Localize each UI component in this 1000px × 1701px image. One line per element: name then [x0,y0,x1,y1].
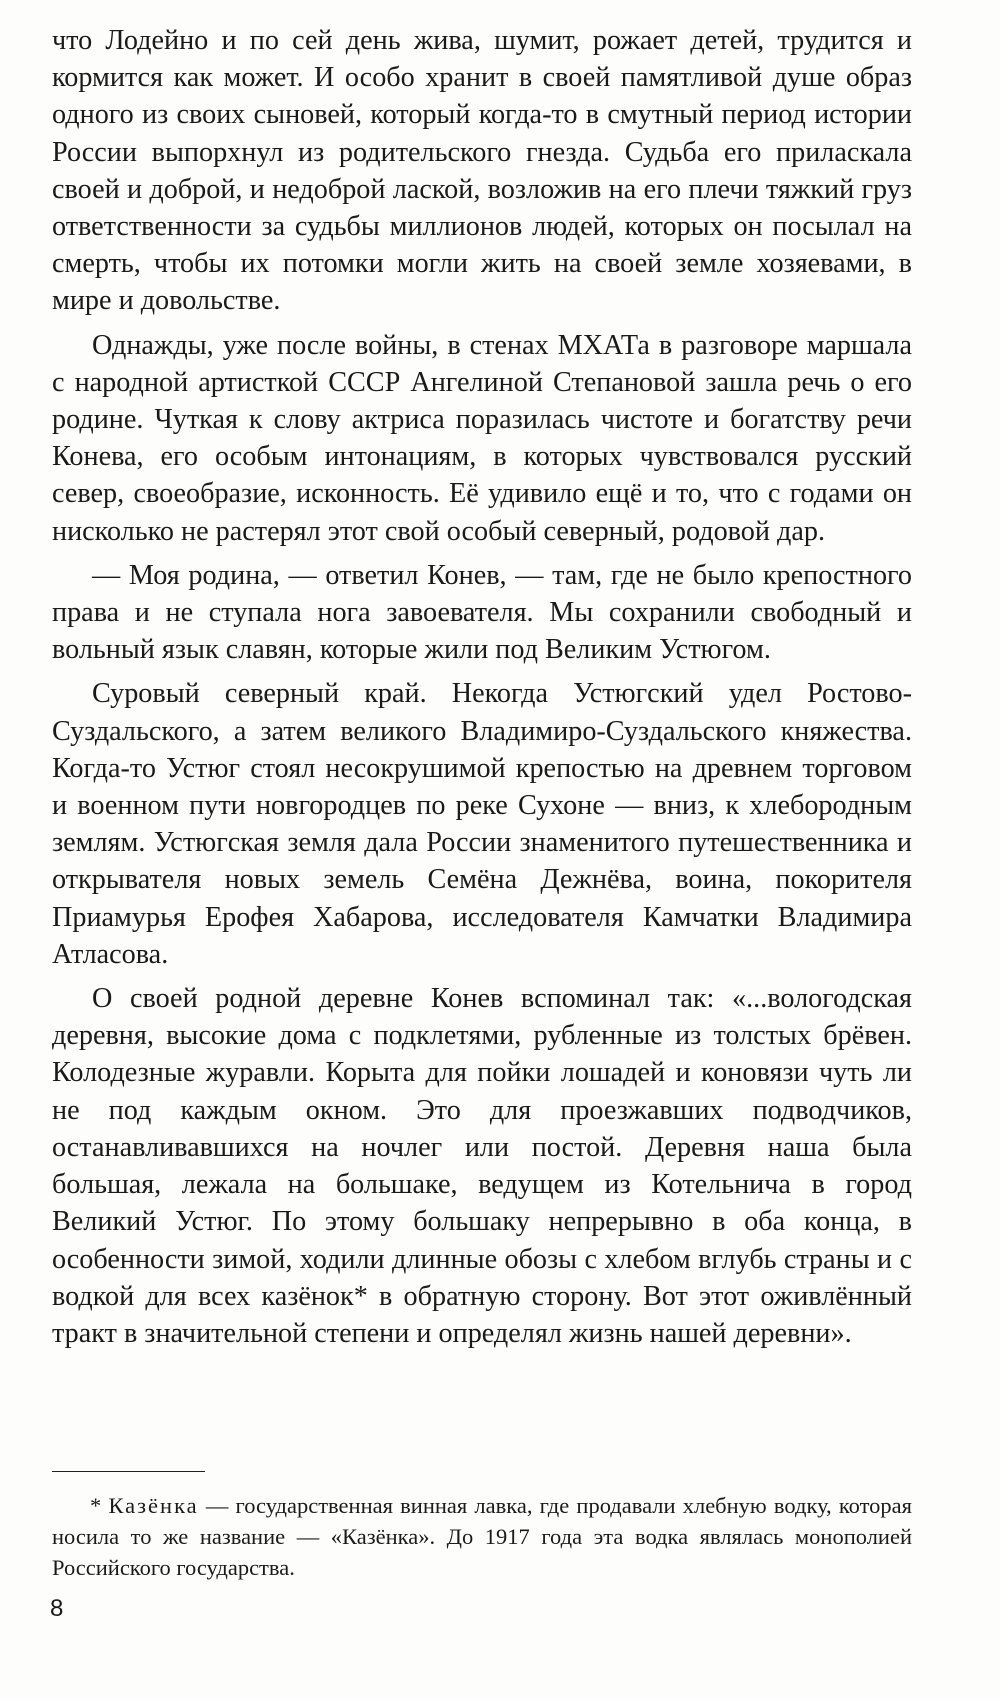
footnote-marker: * [90,1493,109,1518]
body-text [52,22,912,1359]
footnote-divider [52,1471,205,1472]
footnote-term: Казёнка [108,1493,199,1518]
paragraph-native-village: О своей родной деревне Конев вспоминал так: «...вологодская деревня, высокие дома с подклетями, рубленные из толстых брёвен. Колодезные журавли. Корыта для пойки лошадей и коновязи чуть ли не под каждым окном. Это для проезжавших подводчиков, останавливавшихся на ночлег или постой. Деревня наша была большая, лежала на большаке, ведущем из Котельнича в город Великий Устюг. По этому большаку непрерывно в оба конца, в особенности зимой, ходили длинные обозы с хлебом вглубь страны и с водкой для всех казёнок* в обратную сторону. Вот этот оживлённый тракт в значительной степени и определял жизнь нашей деревни». [52,983,912,1349]
footnote [52,1490,912,1583]
page-number: 8 [50,1595,64,1622]
paragraph-mkhat: Однажды, уже после войны, в стенах МХАТа в разговоре маршала с народной артисткой СССР Ангелиной Степановой зашла речь о его родине. Чуткая к слову актриса поразилась чистоте и богатству речи Конева, его особым интонациям, в которых чувствовался русский север, своеобразие, исконность. Её удивило ещё и то, что с годами он нисколько не растерял этот свой особый северный, родовой дар. [52,329,912,547]
paragraph-northern-land: Суровый северный край. Некогда Устюгский удел Ростово-Суздальского, а затем великого Владимиро-Суздальского княжества. Когда-то Устюг стоял несокрушимой крепостью на древнем торговом и военном пути новгородцев по реке Сухоне — вниз, к хлебородным землям. Устюгская земля дала России знаменитого путешественника и открывателя новых земель Семёна Дежнёва, воина, покорителя Приамурья Ерофея Хабарова, исследователя Камчатки Владимира Атласова. [52,678,912,970]
footnote-text: — государственная винная лавка, где продавали хлебную водку, которая носила то же название — «Казёнка». До 1917 года эта водка являлась монополией Российского государства. [52,1493,912,1580]
paragraph-quote-konev: — Моя родина, — ответил Конев, — там, где не было крепостного права и не ступала нога завоевателя. Мы сохранили свободный и вольный язык славян, которые жили под Великим Устюгом. [52,559,912,666]
paragraph-continued: что Лодейно и по сей день жива, шумит, рожает детей, трудится и кормится как может. И особо хранит в своей памятливой душе образ одного из своих сыновей, который когда-то в смутный период истории России выпорхнул из родительского гнезда. Судьба его приласкала своей и доброй, и недоброй лаской, возложив на его плечи тяжкий груз ответственности за судьбы миллионов людей, которых он посылал на смерть, чтобы их потомки могли жить на своей земле хозяевами, в мире и довольстве. [52,25,912,317]
